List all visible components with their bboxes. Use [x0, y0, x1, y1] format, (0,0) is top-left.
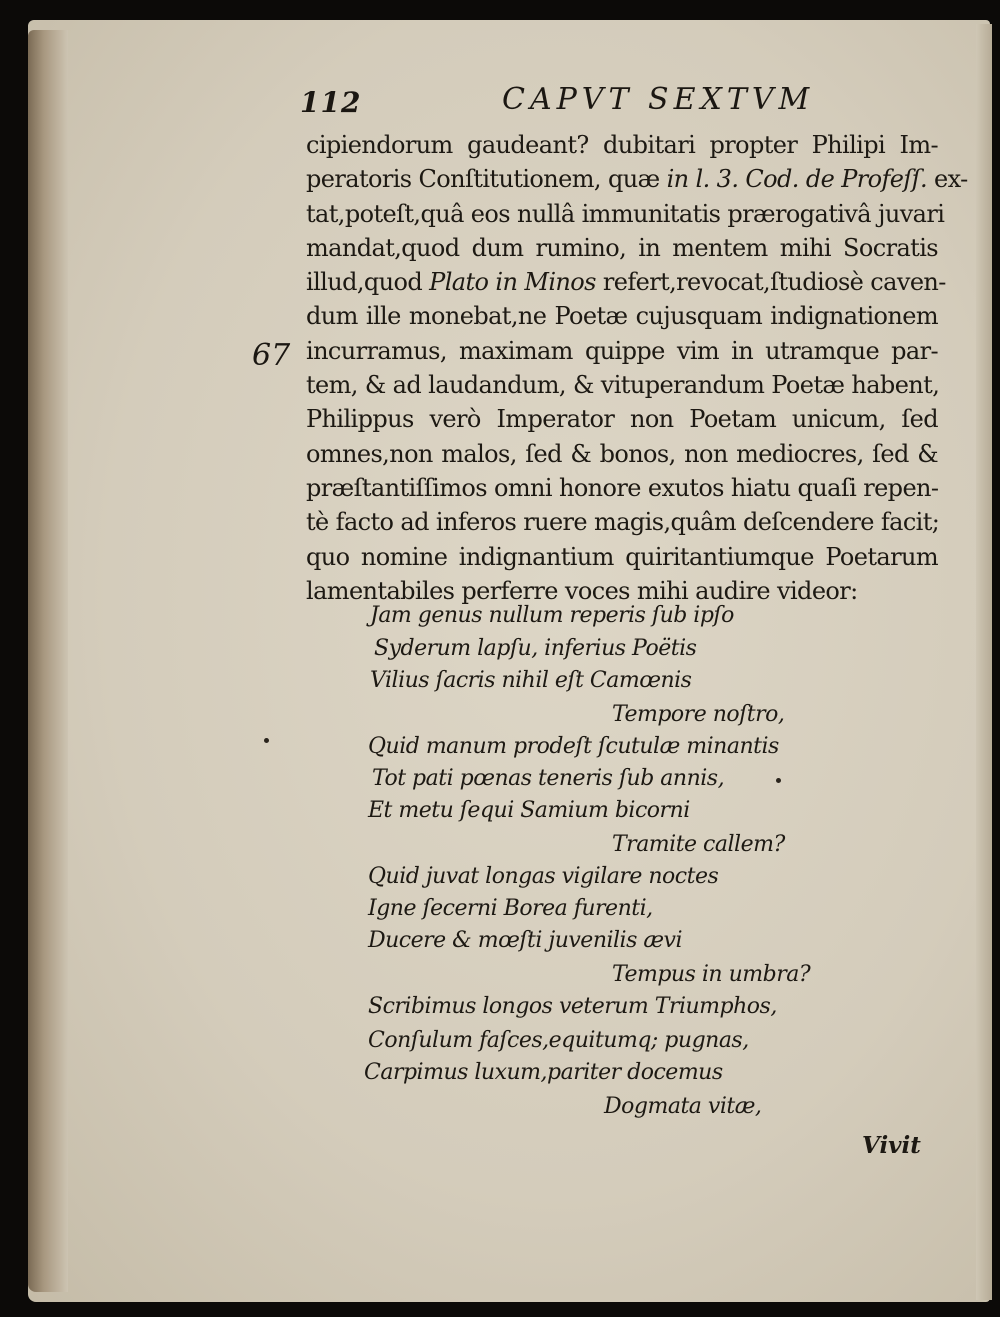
verse-line: Tramite callem? [612, 832, 785, 857]
verse-line: Tempore noſtro, [612, 702, 785, 727]
verse-line: Conſulum faſces,equitumq; pugnas, [368, 1028, 749, 1053]
catchword: Vivit [862, 1132, 921, 1159]
verse-line: Scribimus longos veterum Triumphos, [368, 994, 777, 1019]
text-line: lamentabiles perferre voces mihi audire videor: [306, 576, 858, 605]
text-line: mandat,quod dum rumino, in mentem mihi Socratis [306, 233, 938, 262]
page-gutter-shadow [28, 30, 68, 1292]
text-line: tè facto ad inferos ruere magis,quâm deſcendere facit; [306, 508, 940, 537]
margin-mark [264, 738, 269, 743]
verse-line: Tempus in umbra? [612, 962, 811, 987]
text-line: incurramus, maximam quippe vim in utramque par- [306, 336, 938, 365]
verse-line: Tot pati pœnas teneris ſub annis, [372, 766, 725, 791]
text-line: dum ille monebat,ne Poetæ cujusquam indignationem [306, 302, 938, 331]
text-line: tat,poteſt,quâ eos nullâ immunitatis prærogativâ juvari [306, 199, 945, 228]
verse-line: Quid manum prodeſt ſcutulæ minantis [368, 734, 779, 759]
verse-line: Ducere & mœſti juvenilis ævi [368, 928, 683, 953]
text-line: præſtantiſſimos omni honore exutos hiatu quaſi repen- [306, 473, 939, 502]
text-line: tem, & ad laudandum, & vituperandum Poetæ habent, [306, 371, 940, 400]
running-title: CAPVT SEXTVM [502, 82, 815, 117]
prose-body [306, 128, 968, 608]
page-fore-edge [976, 24, 992, 1300]
margin-number: 67 [252, 338, 291, 373]
text-line: illud,quod Plato in Minos refert,revocat,ſtudiosè caven- [306, 268, 946, 297]
text-line: Philippus verò Imperator non Poetam unicum, ſed [306, 405, 938, 434]
text-line: peratoris Conſtitutionem, quæ in l. 3. Cod. de Profeſſ. ex- [306, 165, 968, 194]
verse-line: Quid juvat longas vigilare noctes [368, 864, 719, 889]
verse-line: Et metu ſequi Samium bicorni [368, 798, 690, 823]
verse-line: Carpimus luxum,pariter docemus [364, 1060, 723, 1085]
verse-line: Vilius ſacris nihil eſt Camœnis [370, 668, 692, 693]
text-line: omnes,non malos, ſed & bonos, non mediocres, ſed & [306, 439, 938, 468]
margin-mark [776, 778, 781, 783]
text-line: cipiendorum gaudeant? dubitari propter Philipi Im- [306, 131, 938, 159]
verse-line: Syderum lapſu, inferius Poëtis [374, 636, 697, 661]
page-number: 112 [300, 86, 362, 119]
verse-line: Igne ſecerni Borea furenti, [368, 896, 653, 921]
text-line: quo nomine indignantium quiritantiumque Poetarum [306, 542, 938, 571]
verse-line: Dogmata vitæ, [604, 1094, 762, 1119]
verse-line: Jam genus nullum reperis ſub ipſo [370, 603, 734, 628]
